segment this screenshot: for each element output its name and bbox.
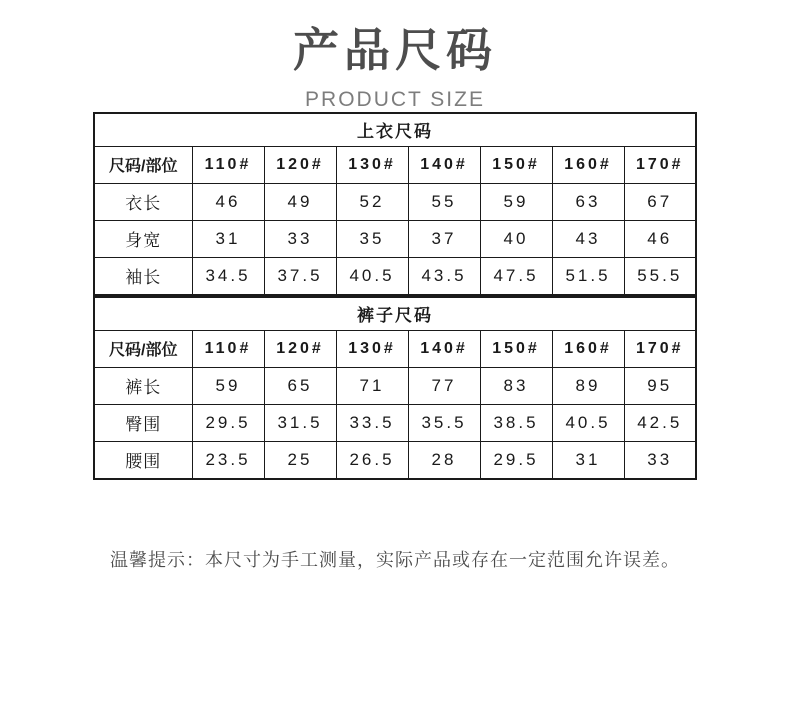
size-value: 34.5	[192, 257, 264, 295]
size-value: 67	[624, 183, 696, 220]
size-value: 55.5	[624, 257, 696, 295]
size-value: 49	[264, 183, 336, 220]
size-value: 65	[264, 367, 336, 404]
size-value: 71	[336, 367, 408, 404]
column-header: 170#	[624, 146, 696, 183]
table-header-row	[94, 330, 696, 367]
size-table-tops	[93, 112, 697, 296]
row-label: 腰围	[94, 441, 192, 479]
size-value: 33	[624, 441, 696, 479]
size-value: 40.5	[336, 257, 408, 295]
column-header: 160#	[552, 146, 624, 183]
column-header: 130#	[336, 146, 408, 183]
table-header-row	[94, 146, 696, 183]
row-label: 裤长	[94, 367, 192, 404]
column-header: 尺码/部位	[94, 330, 192, 367]
row-label: 衣长	[94, 183, 192, 220]
column-header: 140#	[408, 330, 480, 367]
table-caption-row	[94, 297, 696, 331]
size-value: 59	[192, 367, 264, 404]
column-header: 170#	[624, 330, 696, 367]
size-value: 26.5	[336, 441, 408, 479]
size-value: 33	[264, 220, 336, 257]
measurement-disclaimer-note: 温馨提示：本尺寸为手工测量，实际产品或存在一定范围允许误差。	[110, 549, 680, 570]
table-row	[94, 257, 696, 295]
size-value: 35	[336, 220, 408, 257]
size-value: 77	[408, 367, 480, 404]
size-value: 43	[552, 220, 624, 257]
row-label: 身宽	[94, 220, 192, 257]
column-header: 110#	[192, 146, 264, 183]
page-header	[0, 0, 790, 112]
size-value: 46	[192, 183, 264, 220]
table-caption-row	[94, 113, 696, 147]
size-value: 31	[192, 220, 264, 257]
size-value: 40.5	[552, 404, 624, 441]
size-value: 23.5	[192, 441, 264, 479]
size-value: 29.5	[480, 441, 552, 479]
size-value: 28	[408, 441, 480, 479]
size-value: 29.5	[192, 404, 264, 441]
size-value: 31.5	[264, 404, 336, 441]
size-value: 47.5	[480, 257, 552, 295]
size-value: 40	[480, 220, 552, 257]
size-value: 52	[336, 183, 408, 220]
size-value: 37	[408, 220, 480, 257]
table-row	[94, 441, 696, 479]
table-row	[94, 404, 696, 441]
column-header: 尺码/部位	[94, 146, 192, 183]
column-header: 120#	[264, 330, 336, 367]
page-title: 产品尺码	[293, 24, 497, 76]
page-subtitle: PRODUCT SIZE	[305, 87, 485, 111]
table-title: 裤子尺码	[94, 297, 696, 331]
table-title: 上衣尺码	[94, 113, 696, 147]
table-row	[94, 183, 696, 220]
size-value: 35.5	[408, 404, 480, 441]
size-value: 63	[552, 183, 624, 220]
size-value: 31	[552, 441, 624, 479]
table-row	[94, 220, 696, 257]
size-value: 43.5	[408, 257, 480, 295]
column-header: 150#	[480, 330, 552, 367]
column-header: 150#	[480, 146, 552, 183]
size-value: 55	[408, 183, 480, 220]
size-value: 95	[624, 367, 696, 404]
size-value: 83	[480, 367, 552, 404]
column-header: 120#	[264, 146, 336, 183]
size-value: 89	[552, 367, 624, 404]
size-value: 51.5	[552, 257, 624, 295]
size-value: 25	[264, 441, 336, 479]
size-table-pants	[93, 296, 697, 480]
size-value: 42.5	[624, 404, 696, 441]
size-value: 33.5	[336, 404, 408, 441]
column-header: 160#	[552, 330, 624, 367]
size-value: 37.5	[264, 257, 336, 295]
row-label: 袖长	[94, 257, 192, 295]
row-label: 臀围	[94, 404, 192, 441]
size-value: 59	[480, 183, 552, 220]
column-header: 110#	[192, 330, 264, 367]
size-value: 46	[624, 220, 696, 257]
column-header: 140#	[408, 146, 480, 183]
column-header: 130#	[336, 330, 408, 367]
size-value: 38.5	[480, 404, 552, 441]
table-row	[94, 367, 696, 404]
